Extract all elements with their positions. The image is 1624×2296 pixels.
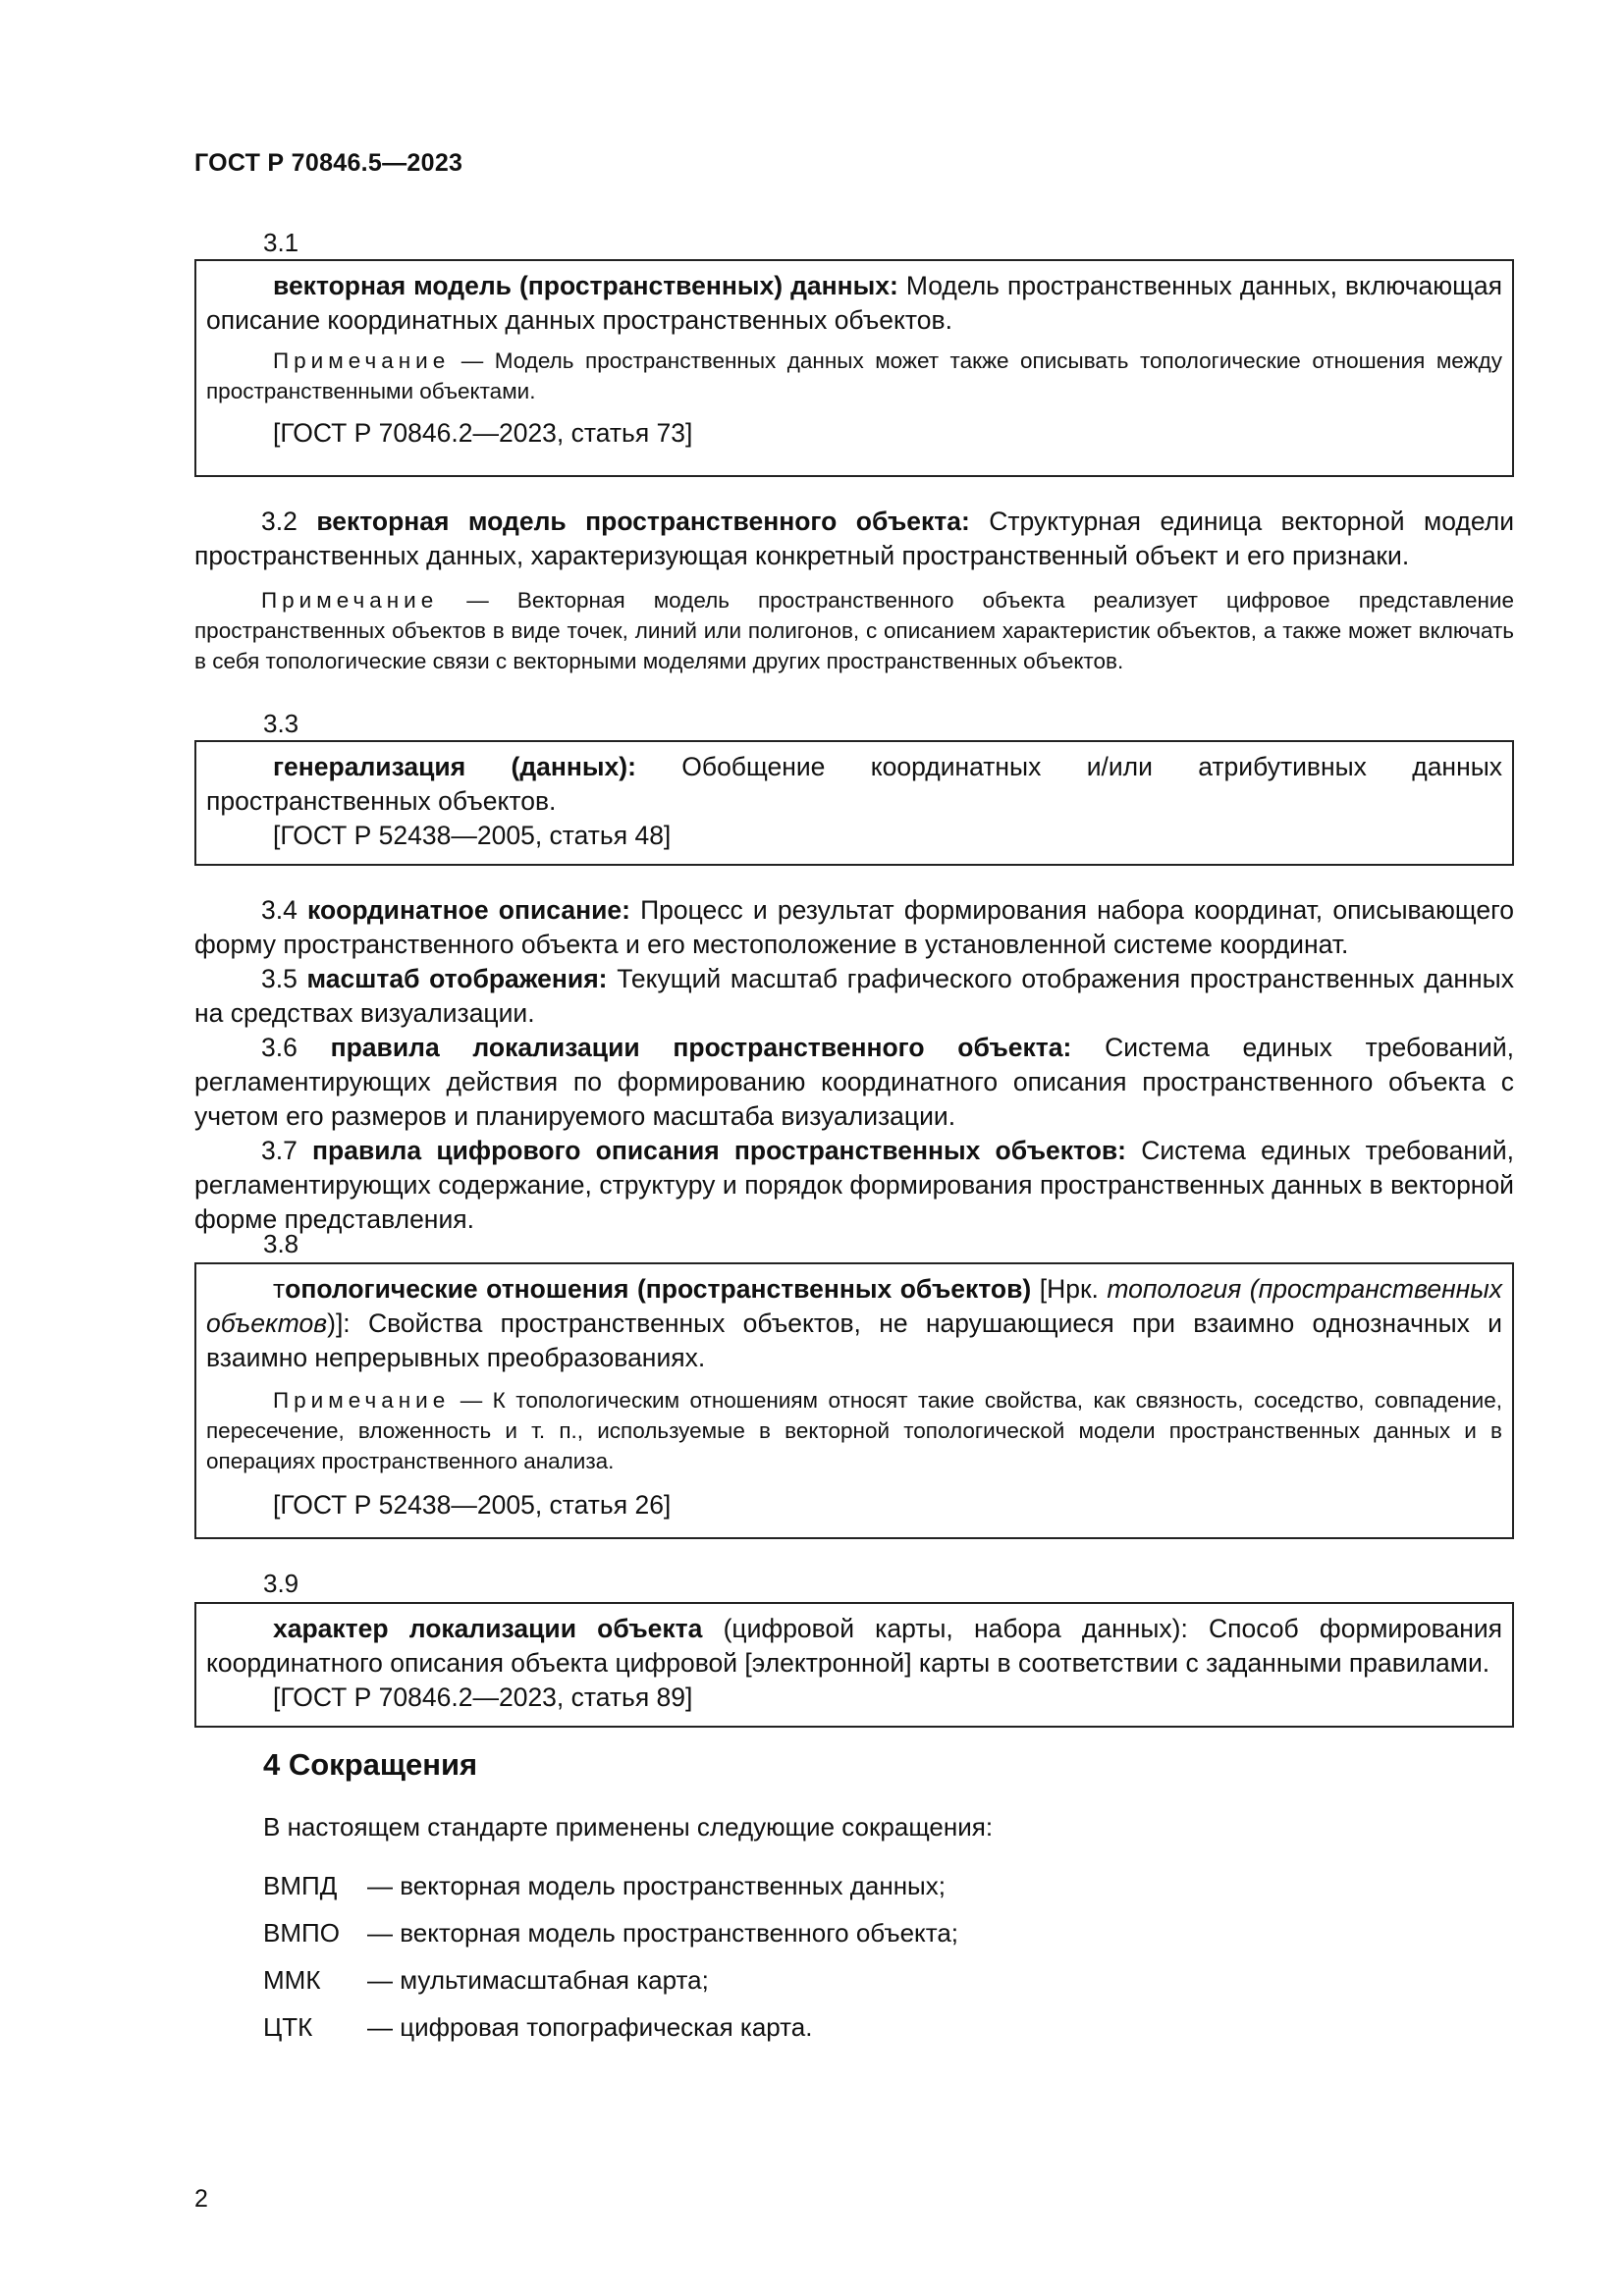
reference-3-3: [ГОСТ Р 52438—2005, статья 48] [273,821,672,850]
abbreviation-item [263,1965,709,1996]
abbreviation-item [263,1918,958,1949]
section-intro: В настоящем стандарте применены следующие сокращения: [263,1812,994,1842]
definition-text: Система единых требований, регламентирующих содержание, структуру и порядок формирования пространственных данных в векторной форме представления. [194,1136,1514,1234]
term-title: векторная модель пространственного объекта: [316,507,970,536]
term-title: масштаб отображения: [306,964,608,993]
abbreviation-item [263,1871,946,1901]
note-3-1 [206,346,1502,406]
note-label: Примечание [273,348,451,373]
definition-text: Структурная единица векторной модели пространственных данных, характеризующая конкретный пространственный объект и его признаки. [194,507,1514,570]
abbreviation-text: — векторная модель пространственного объекта; [367,1918,959,1948]
term-title: координатное описание: [307,895,630,925]
definition-text: Процесс и результат формирования набора координат, описывающего форму пространственного объекта и его местоположение в установленной системе координат. [194,895,1514,959]
term-3-4 [194,893,1514,962]
definition-text: Система единых требований, регламентирующих действия по формированию координатного описания пространственного объекта с учетом его размеров и планируемого масштаба визуализации. [194,1033,1514,1131]
term-definition-3-1 [206,269,1502,338]
term-number: 3.5 [261,964,298,993]
term-number: 3.4 [261,895,298,925]
note-text: — Модель пространственных данных может также описывать топологические отношения между пространственными объектами. [206,348,1502,403]
abbreviation-text: — мультимасштабная карта; [367,1965,709,1995]
term-number: 3.6 [261,1033,298,1062]
reference-3-1: [ГОСТ Р 70846.2—2023, статья 73] [273,418,693,448]
term-initial: т [273,1274,286,1304]
term-title: опологические отношения (пространственных объектов) [285,1274,1032,1304]
term-number-3-2: 3.2 [261,507,298,536]
note-text: — Векторная модель пространственного объекта реализует цифровое представление пространственных объектов в виде точек, линий или полигонов, с описанием характеристик объектов, а также может включать в себя топологические связи с векторными моделями других пространственных объектов. [194,588,1514,673]
term-3-2 [194,505,1514,676]
term-title: правила локализации пространственного объекта: [330,1033,1072,1062]
definition-text: (цифровой карты, набора данных): Способ формирования координатного описания объекта цифровой [электронной] карты в соответствии с заданными правилами. [206,1614,1502,1678]
note-3-8 [206,1385,1502,1476]
deprecated-term: топология (пространственных объектов [206,1274,1503,1338]
term-definition-3-8 [206,1272,1502,1375]
term-title: векторная модель (пространственных) данных: [273,271,898,300]
definition-text: Текущий масштаб графического отображения пространственных данных на средствах визуализации. [194,964,1514,1028]
note-text: — К топологическим отношениям относят такие свойства, как связность, соседство, совпадение, пересечение, вложенность и т. п., используемые в векторной топологической модели пространственных данных и в операциях пространственного анализа. [206,1388,1502,1473]
definition-text: Обобщение координатных и/или атрибутивных данных пространственных объектов. [206,752,1502,816]
abbreviation-item [263,2012,812,2043]
section-title: 4 Сокращения [263,1747,478,1782]
term-title: правила цифрового описания пространственных объектов: [312,1136,1126,1165]
abbreviation-text: — векторная модель пространственных данных; [367,1871,946,1900]
terms-3-4-to-3-7 [194,893,1514,1237]
abbreviation-code: ММК [263,1965,321,1995]
term-definition-3-9 [206,1612,1502,1681]
abbreviation-code: ВМПО [263,1918,340,1948]
reference-3-9: [ГОСТ Р 70846.2—2023, статья 89] [273,1682,693,1712]
nrk-prefix: [Нрк. [1031,1274,1108,1304]
page-number: 2 [194,2185,208,2213]
term-box-3-8 [194,1262,1514,1539]
term-number-3-1: 3.1 [263,228,299,257]
note-label: Примечание [273,1388,451,1413]
term-3-6 [194,1031,1514,1134]
term-number: 3.7 [261,1136,298,1165]
reference-3-8: [ГОСТ Р 52438—2005, статья 26] [273,1490,672,1520]
term-number-3-3: 3.3 [263,709,299,738]
note-3-2 [194,585,1514,676]
term-number-3-8: 3.8 [263,1229,299,1258]
term-definition-3-3 [206,750,1502,819]
term-box-3-1 [194,259,1514,477]
term-title: характер локализации объекта [273,1614,703,1643]
term-3-7 [194,1134,1514,1237]
term-title: генерализация (данных): [273,752,636,781]
note-label: Примечание [261,588,439,613]
definition-text: )]: Свойства пространственных объектов, не нарушающиеся при взаимно однозначных и взаимно непрерывных преобразованиях. [206,1308,1502,1372]
term-box-3-9 [194,1602,1514,1728]
term-number-3-9: 3.9 [263,1569,299,1598]
document-header: ГОСТ Р 70846.5—2023 [194,149,463,177]
term-3-5 [194,962,1514,1031]
term-box-3-3 [194,740,1514,866]
abbreviation-code: ВМПД [263,1871,338,1900]
term-definition-3-2 [194,505,1514,573]
abbreviation-code: ЦТК [263,2012,313,2042]
definition-text: Модель пространственных данных, включающая описание координатных данных пространственных объектов. [206,271,1503,335]
abbreviation-text: — цифровая топографическая карта. [367,2012,813,2042]
